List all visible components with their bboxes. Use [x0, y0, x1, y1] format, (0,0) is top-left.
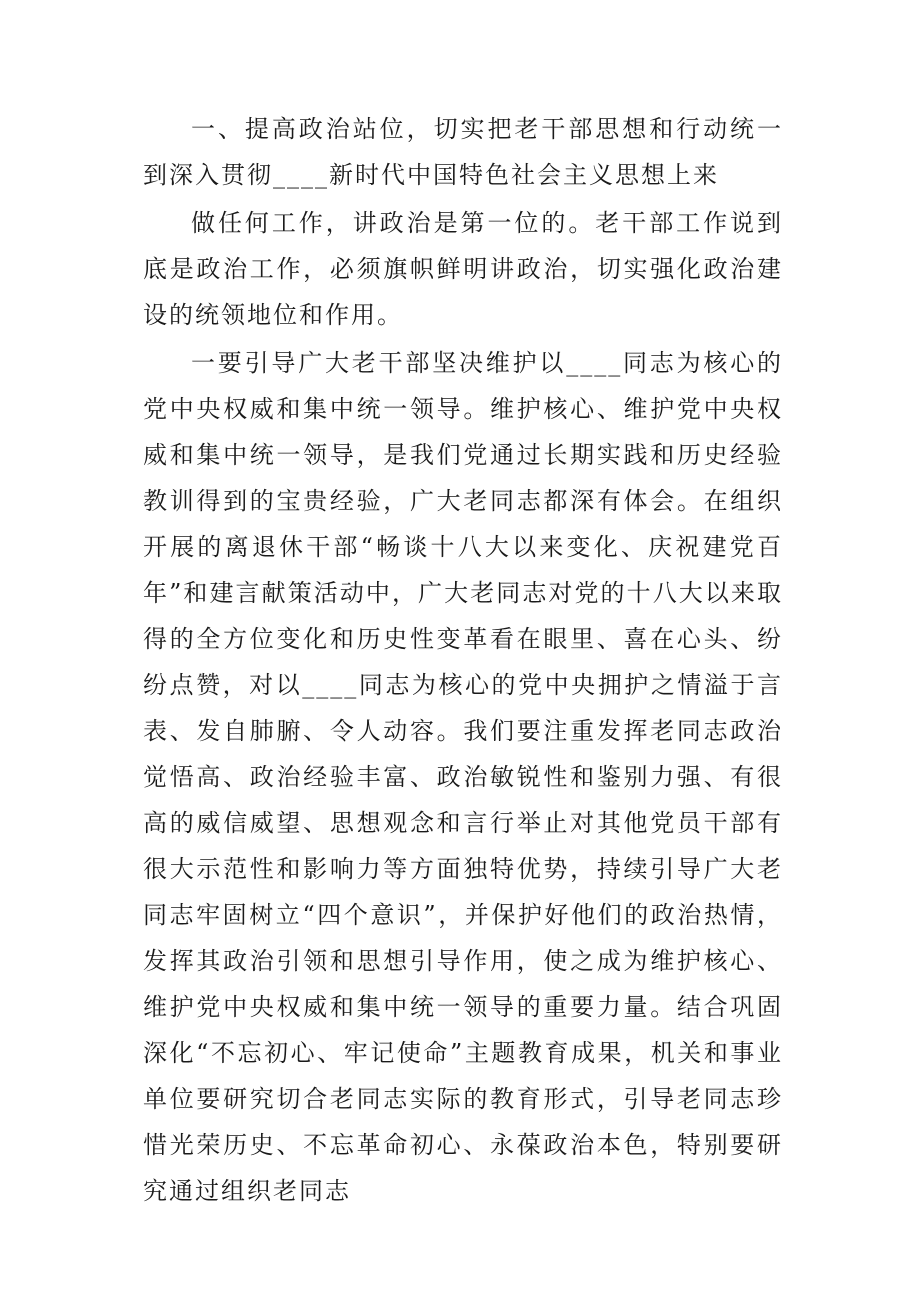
document-body — [143, 106, 783, 1214]
paragraph-1: 做任何工作，讲政治是第一位的。老干部工作说到底是政治工作，必须旗帜鲜明讲政治，切实强化政治建设的统领地位和作用。 — [143, 209, 783, 329]
section-heading: 一、提高政治站位，切实把老干部思想和行动统一到深入贯彻____新时代中国特色社会主义思想上来 — [143, 115, 783, 189]
paragraph-2: 一要引导广大老干部坚决维护以____同志为核心的党中央权威和集中统一领导。维护核心、维护党中央权威和集中统一领导，是我们党通过长期实践和历史经验教训得到的宝贵经验，广大老同志都深有体会。在组织开展的离退休干部“畅谈十八大以来变化、庆祝建党百年”和建言献策活动中，广大老同志对党的十八大以来取得的全方位变化和历史性变革看在眼里、喜在心头、纷纷点赞，对以____同志为核心的党中央拥护之情溢于言表、发自肺腑、令人动容。我们要注重发挥老同志政治觉悟高、政治经验丰富、政治敏锐性和鉴别力强、有很高的威信威望、思想观念和言行举止对其他党员干部有很大示范性和影响力等方面独特优势，持续引导广大老同志牢固树立“四个意识”，并保护好他们的政治热情，发挥其政治引领和思想引导作用，使之成为维护核心、维护党中央权威和集中统一领导的重要力量。结合巩固深化“不忘初心、牢记使命”主题教育成果，机关和事业单位要研究切合老同志实际的教育形式，引导老同志珍惜光荣历史、不忘革命初心、永葆政治本色，特别要研究通过组织老同志 — [143, 349, 783, 1205]
